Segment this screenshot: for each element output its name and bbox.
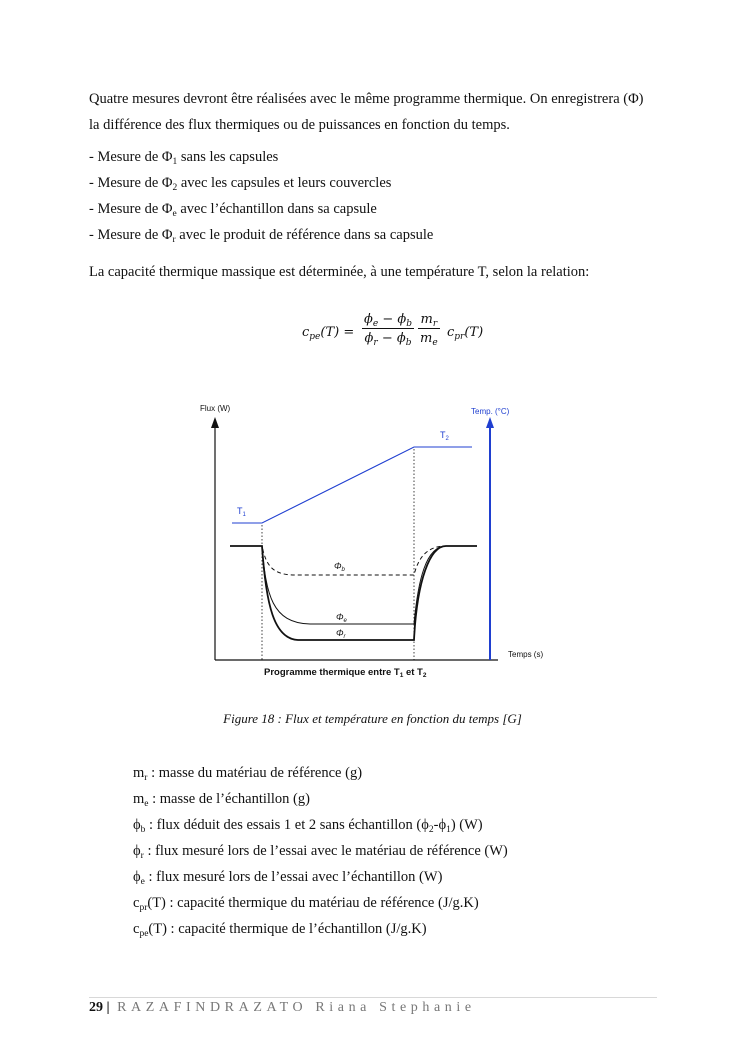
temperature-axis-arrow — [486, 417, 494, 428]
measure-item-4 — [89, 226, 433, 244]
temperature-program-line — [232, 447, 472, 523]
measure-post: sans les capsules — [177, 149, 279, 165]
flux-axis-label: Flux (W) — [200, 404, 231, 413]
measure-sub: e — [172, 209, 177, 219]
phi-r-curve — [230, 546, 477, 640]
time-axis-label: Temps (s) — [508, 650, 544, 659]
phi-b-curve — [230, 546, 477, 575]
definition-cpr: $c_{pr}(T)$ : capacité thermique du matériau de référence (J/g.K) — [133, 895, 479, 913]
measure-pre: - Mesure de Φ — [89, 175, 173, 191]
phi-r-label: $\Phi_r$ — [336, 628, 346, 640]
measure-post: avec le produit de référence dans sa capsule — [175, 227, 434, 243]
measure-sub: r — [172, 235, 176, 245]
relation-text: La capacité thermique massique est déterminée, à une température T, selon la relation: — [89, 264, 590, 280]
equation-lhs: $c_{pe}(T)$ = — [302, 325, 355, 342]
equation-fraction-mass — [418, 312, 440, 346]
t2-label: $T_2$ — [440, 430, 449, 442]
equation-fraction-flux — [362, 312, 414, 346]
phi-e-curve — [230, 546, 477, 624]
measure-pre: - Mesure de Φ — [89, 149, 173, 165]
definition-mr: $m_r$ : masse du matériau de référence (g) — [133, 765, 363, 783]
fraction-denominator: $m_e$ — [418, 328, 440, 346]
program-label: Programme thermique entre $T_1$ et $T_2$ — [264, 667, 427, 679]
measure-sub: 1 — [172, 157, 178, 167]
measure-item-1 — [89, 148, 278, 166]
fraction-denominator: $\phi_r - \phi_b$ — [362, 328, 414, 346]
page-number: 29 — [89, 1000, 103, 1015]
definition-phir: $\phi_r$ : flux mesuré lors de l’essai avec le matériau de référence (W) — [133, 843, 508, 861]
measure-pre: - Mesure de Φ — [89, 201, 173, 217]
fraction-numerator: $\phi_e - \phi_b$ — [364, 312, 412, 329]
measure-sub: 2 — [172, 183, 178, 193]
page-footer — [89, 1000, 476, 1016]
footer-author: RAZAFINDRAZATO Riana Stephanie — [117, 1000, 476, 1015]
definition-phie: $\phi_e$ : flux mesuré lors de l’essai avec l’échantillon (W) — [133, 869, 443, 887]
fraction-numerator: $m_r$ — [420, 312, 438, 329]
definition-me: $m_e$ : masse de l’échantillon (g) — [133, 791, 310, 809]
temperature-axis-label: Temp. (°C) — [471, 407, 510, 416]
phi-e-label: $\Phi_e$ — [336, 612, 347, 624]
intro-line-2: la différence des flux thermiques ou de puissances en fonction du temps. — [89, 117, 510, 133]
measure-post: avec l’échantillon dans sa capsule — [176, 201, 377, 217]
flux-axis-arrow — [211, 417, 219, 428]
definition-cpe: $c_{pe}(T)$ : capacité thermique de l’échantillon (J/g.K) — [133, 921, 427, 939]
definition-phib: $\phi_b$ : flux déduit des essais 1 et 2 sans échantillon $(\phi_2-\phi_1)$ (W) — [133, 817, 483, 835]
measure-item-2 — [89, 174, 391, 192]
intro-line-1: Quatre mesures devront être réalisées avec le même programme thermique. On enregistrera (Φ) — [89, 91, 644, 107]
measure-pre: - Mesure de Φ — [89, 227, 173, 243]
equation-rhs: $c_{pr}(T)$ — [447, 325, 484, 342]
phi-b-label: $\Phi_b$ — [334, 561, 345, 573]
footer-divider — [89, 997, 657, 998]
flux-temperature-figure — [180, 395, 560, 690]
figure-caption: Figure 18 : Flux et température en fonction du temps [G] — [223, 711, 522, 726]
t1-label: $T_1$ — [237, 506, 246, 518]
measure-post: avec les capsules et leurs couvercles — [177, 175, 392, 191]
measure-item-3 — [89, 200, 377, 218]
footer-separator: | — [106, 1000, 110, 1015]
